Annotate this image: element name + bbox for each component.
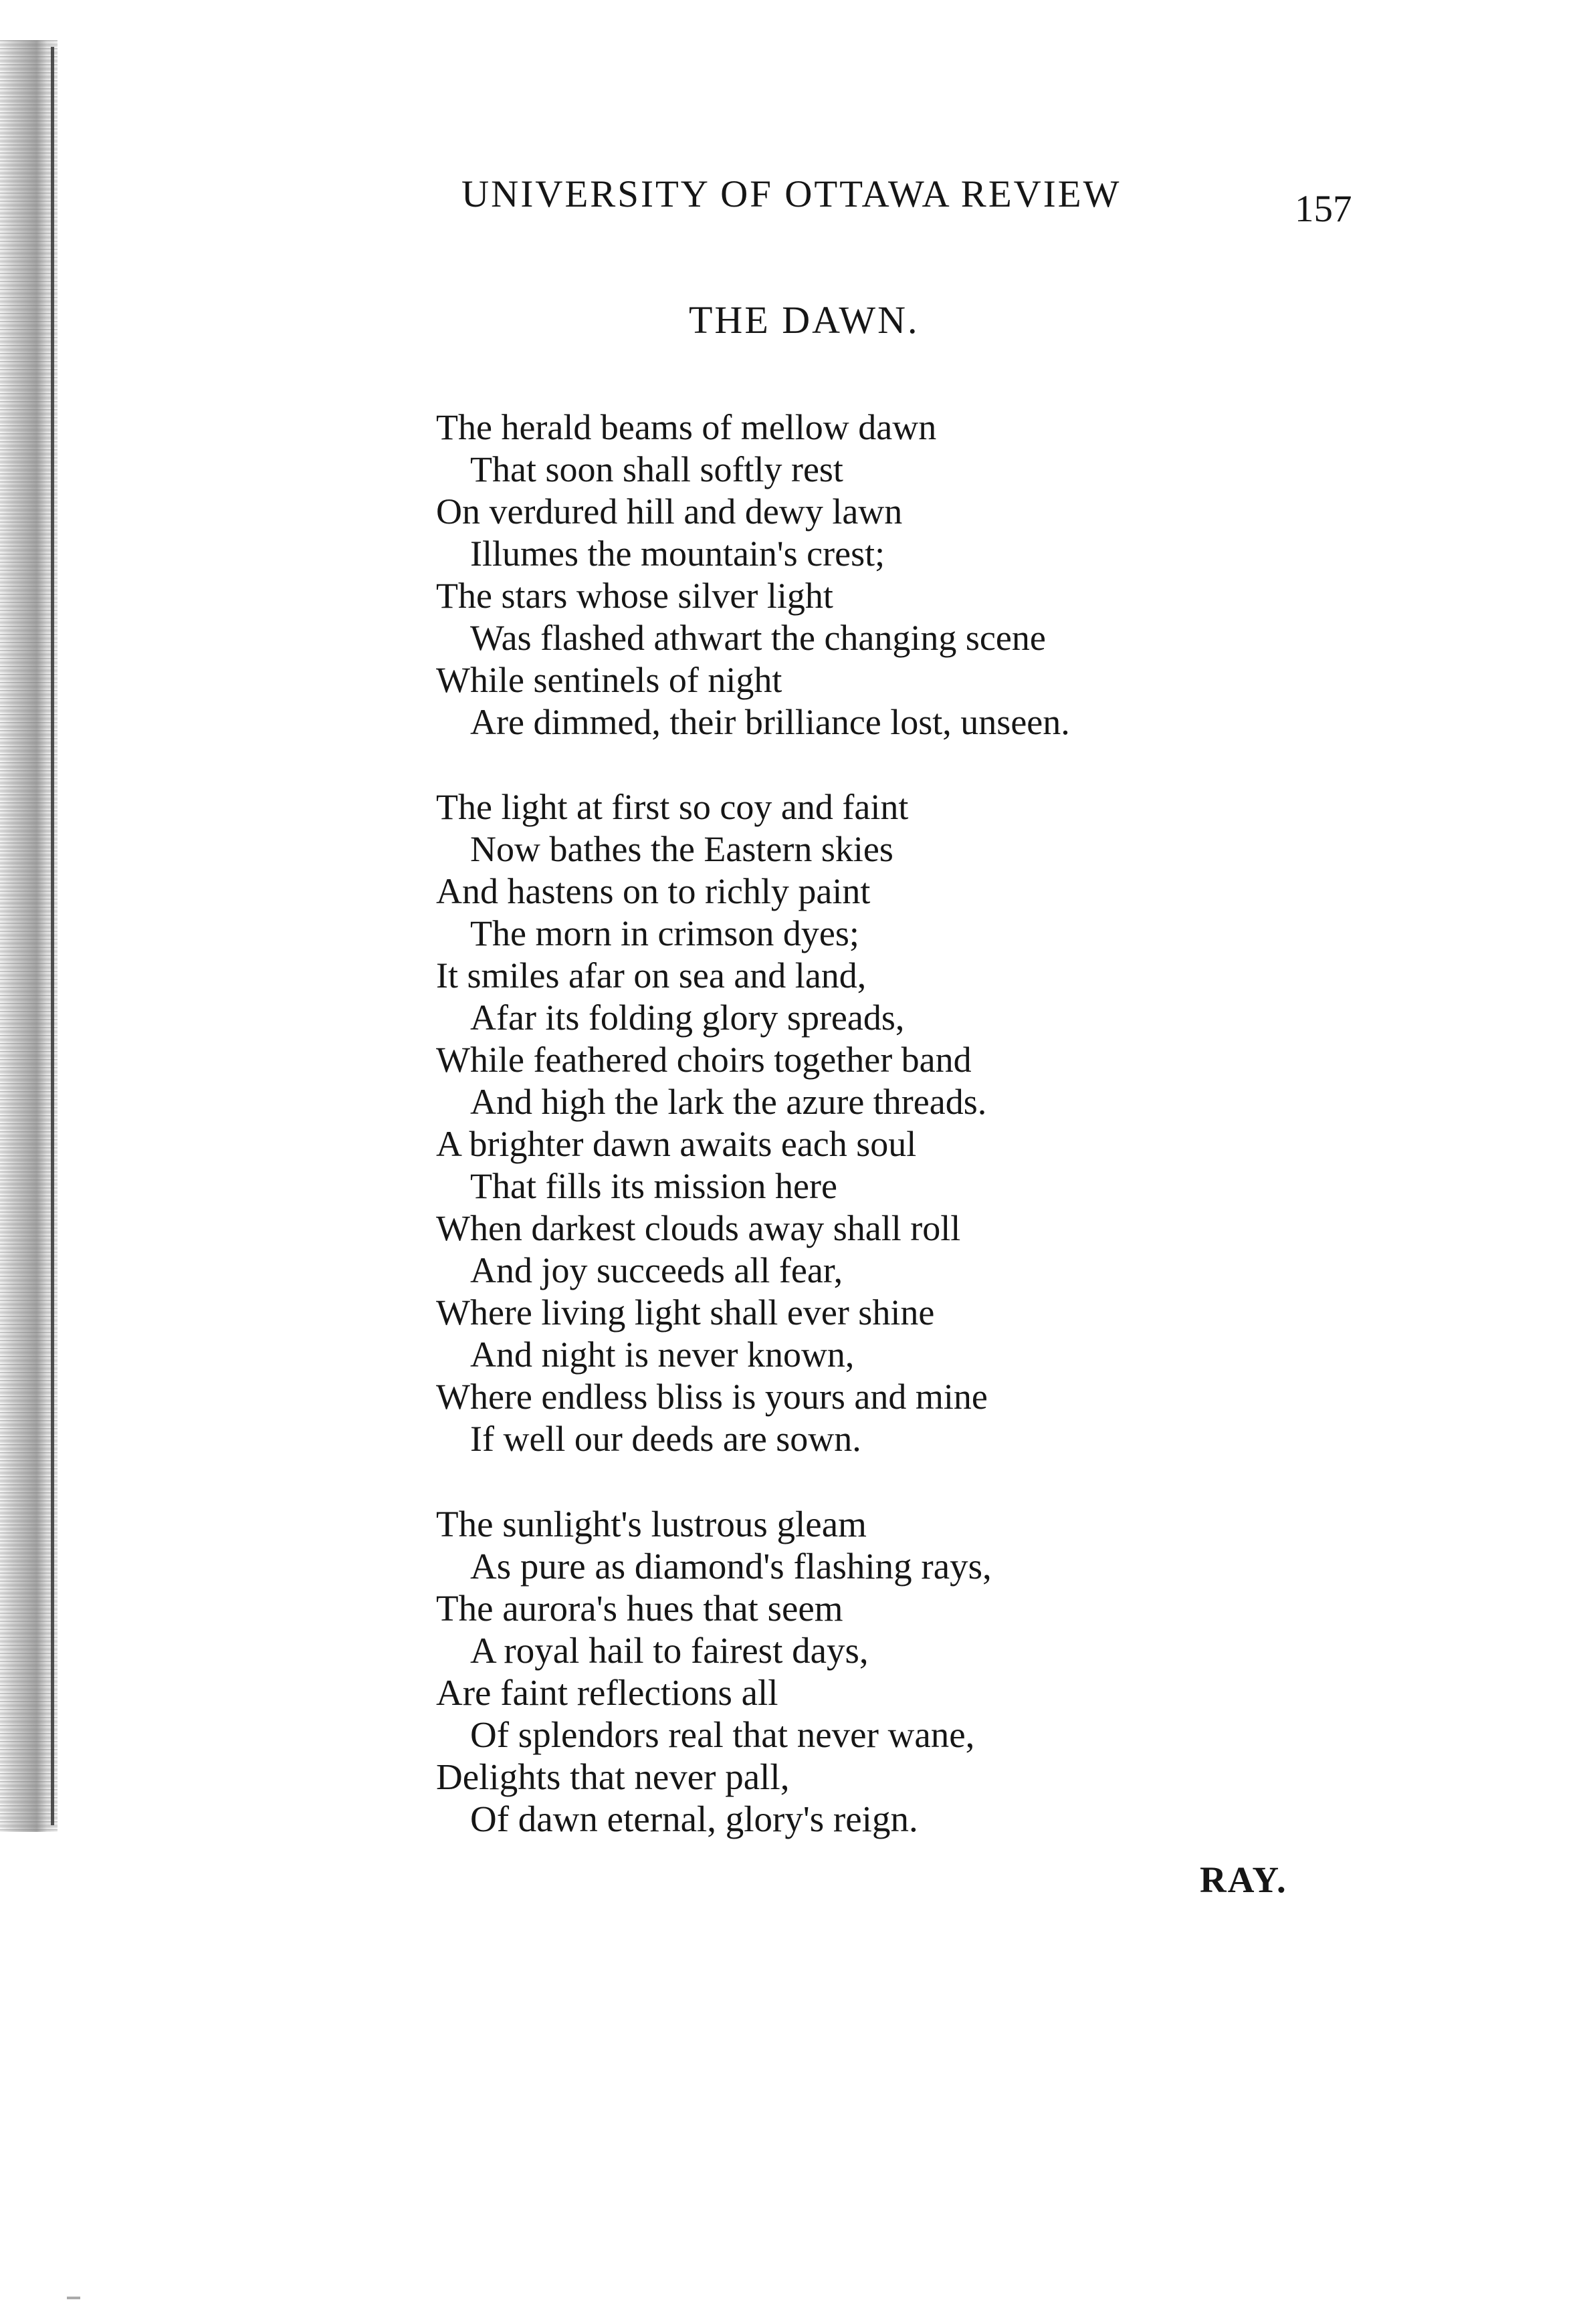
poem-line: Are dimmed, their brilliance lost, unseen. <box>470 702 1070 742</box>
poem-line: Now bathes the Eastern skies <box>470 829 893 869</box>
poem-line: While sentinels of night <box>436 660 782 700</box>
poem-line: If well our deeds are sown. <box>470 1419 861 1459</box>
poem-line: The sunlight's lustrous gleam <box>436 1504 867 1544</box>
poem-line: Was flashed athwart the changing scene <box>470 618 1046 658</box>
poem-line: Delights that never pall, <box>436 1756 790 1797</box>
poem-line: When darkest clouds away shall roll <box>436 1208 961 1248</box>
poem-line: The aurora's hues that seem <box>436 1588 843 1629</box>
poem-line: And high the lark the azure threads. <box>470 1082 987 1122</box>
poem-line: The light at first so coy and faint <box>436 787 909 827</box>
poem-line: The morn in crimson dyes; <box>470 913 859 953</box>
poem-line: That fills its mission here <box>470 1166 837 1206</box>
poem-line: A brighter dawn awaits each soul <box>436 1124 917 1164</box>
poem-line: The stars whose silver light <box>436 576 833 616</box>
running-head: UNIVERSITY OF OTTAWA REVIEW <box>461 173 1122 215</box>
poem-line: It smiles afar on sea and land, <box>436 955 867 996</box>
poem-line: Afar its folding glory spreads, <box>470 998 905 1038</box>
poem-line: Are faint reflections all <box>436 1672 778 1713</box>
poem-line: Illumes the mountain's crest; <box>470 534 885 574</box>
poem-line: While feathered choirs together band <box>436 1040 972 1080</box>
page-number: 157 <box>1295 188 1352 230</box>
poem-line: Of splendors real that never wane, <box>470 1714 975 1755</box>
poem-line: Where living light shall ever shine <box>436 1292 935 1332</box>
poem-line: A royal hail to fairest days, <box>470 1630 869 1671</box>
poem-line: And hastens on to richly paint <box>436 871 871 911</box>
poem-line: On verdured hill and dewy lawn <box>436 491 903 532</box>
poem-line: That soon shall softly rest <box>470 449 843 489</box>
scan-speck <box>67 2297 80 2299</box>
poem-line: And night is never known, <box>470 1334 855 1375</box>
poem-line: As pure as diamond's flashing rays, <box>470 1546 992 1587</box>
page-binding-edge <box>0 40 58 1832</box>
poem-line: And joy succeeds all fear, <box>470 1250 843 1290</box>
poem-line: Where endless bliss is yours and mine <box>436 1377 988 1417</box>
poem-title: THE DAWN. <box>689 298 920 342</box>
author-signature: RAY. <box>1200 1859 1287 1900</box>
poem-line: Of dawn eternal, glory's reign. <box>470 1798 918 1839</box>
binding-rule <box>51 47 54 1825</box>
poem-line: The herald beams of mellow dawn <box>436 407 937 447</box>
